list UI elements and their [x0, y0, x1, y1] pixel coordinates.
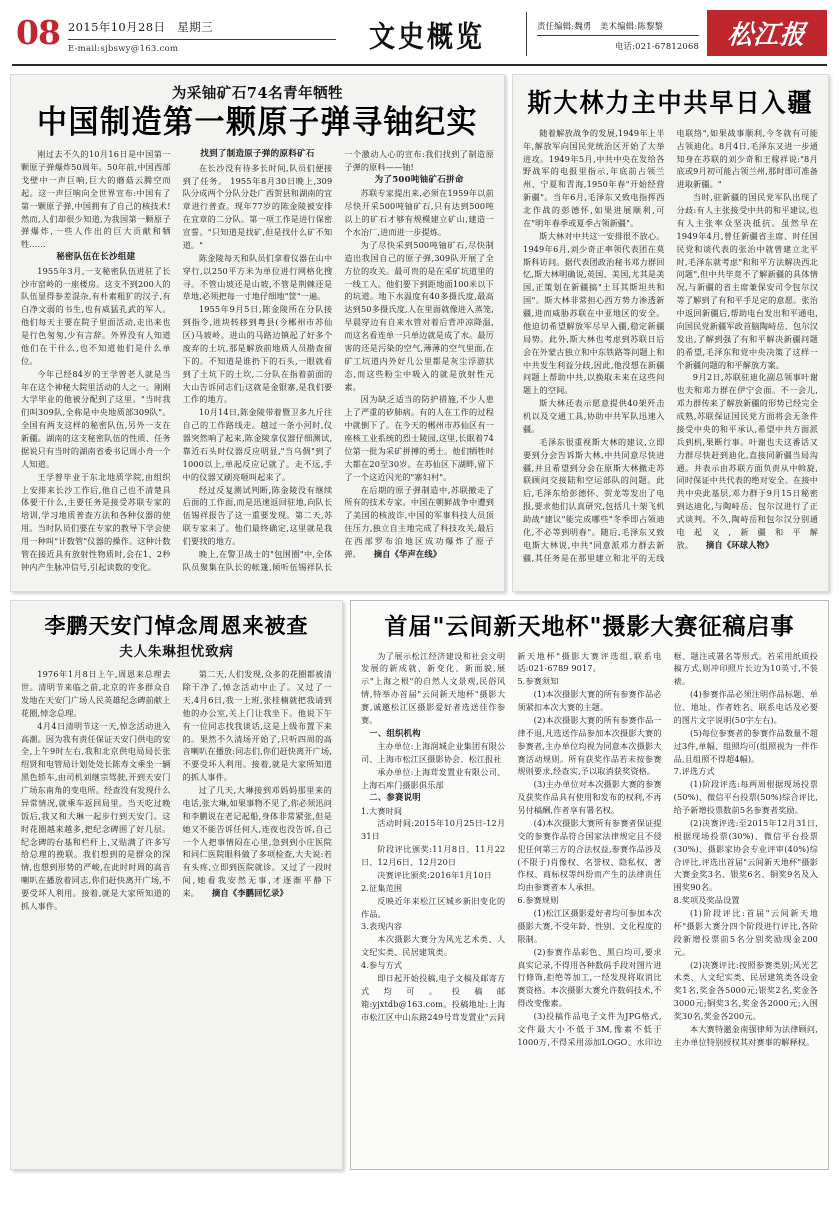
article-paragraph: 陈金陵每天和队员们拿着仪器在山中穿行,以250平方米为单位进行网格化搜寻。不管山坡还是山坡,不管是荆棘还是草地,必须把每一寸地仔细地"筐"一遍。 — [182, 252, 333, 302]
article-source-attribution: 摘自《李鹏回忆录》 — [194, 888, 288, 899]
article-paragraph: 6.参赛规则 — [517, 895, 559, 906]
article-paragraph: 1955年3月,一支秘密队伍进驻了长沙市窑岭的一座楼房。这支不到200人的队伍显得参差混杂,有朴素粗犷的汉子,有白净文弱的书生,也有威猛孔武的军人。他们每天主要在院子里面活动,走出来也是行色匆匆,少有言辞。外界没有人知道他们在干什么,也不知道他们是什么单位。 — [21, 265, 171, 366]
article-paragraph: (1)松江区摄影爱好者均可参加本次摄影大赛,不受年龄、性别、文化程度的限制。 — [517, 908, 662, 944]
article-paragraph: 刚过去不久的10月16日是中国第一颗原子弹爆炸50周年。50年前,中国西部戈壁中一声巨响,巨大的蘑菇云腾空而起。这一声巨响向全世界宣布:中国有了第一颗原子弹,中国拥有了自己的核技术! 然而,人们却很少知道,为我国第一颗原子弹爆炸,一些人作出的巨大贡献和牺牲…… — [21, 149, 171, 250]
article-lipeng-body — [21, 668, 332, 913]
article-subheading: 找到了制造原子弹的原料矿石 — [200, 149, 315, 160]
masthead-editor-block — [527, 8, 705, 60]
article-paragraph: 3.表现内容 — [361, 921, 403, 932]
article-paragraph: (2)参赛作品彩色、黑白均可,要求真实记录,不得用各种数码手段对图片进行修饰,拒绝等加工,一经发现将取消比赛资格。本次摄影大赛允许数码技术,不得改变像素。 — [517, 946, 662, 1009]
article-paragraph: 1976年1月8日上午,周恩来总理去世。清明节来临之前,北京的许多群众自发地在天安门广场人民英雄纪念碑前献上花圈,悼念总理。 — [21, 669, 171, 718]
article-paragraph: 第二天,人们发现,众多的花圈都被清除干净了,悼念活动中止了。又过了一天,4月6日,我一上班,张桂楠就把我请到他的办公室,关上门让我坐下。他说下午有一位同志找我谈话,这是上级布置下来的。果然不久清场开始了,只听四周的高音喇叭在播放:同志们,你们赶快离开广场,不要受坏人利用。接着,就是大家所知道的抓人事件。 — [182, 669, 332, 783]
article-paragraph: 1955年9月5日,陈金陵所在分队接到指令,进块转移到粤县(今郴州市苏仙区)马坡岭。进山的马路边镇起了好多个废弃的土坑,那是解放前地质人员勘查留下的。不知道是谁扔下的石头,一眼就看到了土坑下的土坎,二分队在指着前面的大山告诉同志们;这就是金银寨,是我们要工作的地方。 — [182, 304, 333, 405]
top-article-row — [10, 74, 829, 592]
article-paragraph: 晚上,在警卫战士的"包围圈"中,全体队员聚集在队长的帐篷,倾听伍锡祥队长一个激动人心的宣布:我们找到了制造原子弹的原料——铀! — [182, 149, 494, 572]
contact-phone: 电话:021-67812068 — [614, 41, 699, 51]
article-paragraph: (1)阶段评比:首届"云间新天地杯"摄影大赛分四个阶段进行评比,各阶段新增投票前5名分别奖励现金200元。 — [673, 908, 818, 957]
article-stalin-body — [523, 127, 818, 565]
article-paragraph: 苏联专家提出来,必须在1959年以前尽快开采500吨铀矿石,只有达到500吨以上的矿石才够有规模建立矿山,建造一个水冶厂,进而进一步提炼。 — [344, 188, 494, 238]
masthead-bottom-rule — [12, 64, 827, 66]
article-uranium — [10, 74, 505, 592]
article-paragraph: (2)本次摄影大赛的所有参赛作品一律不退,凡选送作品参加本次摄影大赛的参赛者,主办单位均视为同意本次摄影大赛活动规则。所有获奖作品若未按参赛规则要求,经查实,予以取消获奖资格。 — [517, 714, 662, 777]
article-paragraph: 本大赛特邀金南强律师为法律顾问,主办单位特别授权其对赛事的解释权。 — [673, 1023, 818, 1047]
article-paragraph: (4)本次摄影大赛所有参赛者保证提交的参赛作品符合国家法律规定且不侵犯任何第三方的合法权益,参赛作品涉及(不限于)肖像权、名誉权、隐私权、著作权、商标权等纠纷而产生的法律责任均由参赛者本人承担。 — [517, 817, 662, 893]
article-uranium-kicker: 为采铀矿石74名青年牺牲 — [171, 85, 344, 102]
section-title-area — [336, 8, 518, 60]
article-lipeng-subhead: 夫人朱琳担忧致病 — [119, 644, 234, 661]
article-paragraph: 当时,驻新疆的国民党军队出现了分歧:有人主张接受中共的和平建议,也有人主张率众坚决抵抗。虽然早在1949年4月,曾任新疆省主席、时任国民党和谈代表的张治中就曾建立北平时,毛泽东就考虑"和和平方法解决西北问题",但中共毕竟不了解新疆的具体情况,与新疆的省主席兼保安司令包尔汉等了解到了有和平手足定的意愿。张治中返回新疆后,帮助电台发出和平通电,向国民党新疆军政首脑陶峙岳、包尔汉发出,了解到强了有和平解决新疆问题的希望,毛泽东和党中央决策了这样一个新疆问题的和平解放方案。 — [676, 192, 818, 370]
article-paragraph: 5.参赛须知 — [517, 676, 559, 687]
article-paragraph: 9月2日,苏联驻迪化副总领事叶谢也夫和邓力群在伊宁会面。不一会儿,邓力群传来了解放新疆的形势已经完全成熟,苏联保证国民党方面将会无条件接受中央的和平承认,希望中共方面派兵到机,果断行事。叶谢也夫这番话又力群尽快赶到迪化,直接同新疆当局沟通。并表示由苏联方面负责从中斡旋,同时保证中共代表的绝对安全。在接中共中央此基层,邓力群于9月15日秘密到达迪化,与陶峙岳、包尔汉进行了正式谈判。不久,陶峙岳和包尔汉分别通电起义,新疆和平解放。 摘自《环球人物》 — [676, 372, 818, 550]
article-uranium-body — [21, 148, 494, 573]
article-paragraph: 为了尽快采到500吨铀矿石,尽快制造出我国自己的原子弹,309队开展了全方位的攻关。最可贵的是在采矿坑道里的一线工人。他们要下到距地面100米以下的坑道。地下水温度有40多摄氏度,最高达到50多摄氏度,人在里面就像进入蒸笼,早晨穿边有自来水管对着后背冲凉降温,而这名看连单一只单边就是成了水。最厉害的还是污染的空气,薄薄的空气里面,在矿工坑道内外好几公里都是灰尘浮游状态,而这些粉尘中吸入的就是放射性元素。 — [344, 239, 494, 392]
article-paragraph: 4.参与方式 — [361, 960, 403, 971]
article-photo-contest-body — [361, 650, 818, 1049]
article-paragraph: (1)阶段评选:每两周根据现场投票(50%)、微信平台投票(50%)综合评比,给予新增投票数前5名参赛者奖励。 — [673, 779, 818, 816]
article-paragraph: (3)投稿作品电子文件为JPG格式,文件最大小不低于3M,像素不低于1000万,不得采用添加LOGO、水印边框、题注或署名等形式。若采用纸质投稿方式,则冲印照片长边为10英寸,不装裱。 — [517, 650, 818, 1047]
article-source-attribution: 摘自《环球人物》 — [688, 539, 774, 550]
article-paragraph: 承办单位:上海茸发置业有限公司、上海石库门摄影俱乐部 — [361, 766, 506, 790]
article-paragraph: 即日起开始投稿,电子文稿及邮寄方式均可。投稿邮箱:yjxtdb@163.com。投稿地址:上海市松江区中山东路249号茸发置业"云间新天地杯"摄影大赛评选组,联系电话:021-6789 9017。 — [361, 650, 662, 1022]
article-paragraph: (4)参赛作品必须注明作品标题、单位、地址、作者姓名、联系电话及必要的图片文字说明(50字左右)。 — [673, 689, 818, 725]
article-paragraph: 8.奖项及奖品设置 — [673, 895, 740, 906]
article-section-heading: 二、参赛说明 — [369, 792, 421, 803]
article-paragraph: 2.征集范围 — [361, 882, 403, 893]
masthead-date-block — [68, 8, 336, 60]
article-paragraph: 斯大林还表示愿意提供40架歼击机以及交通工具,协助中共军队迅速入疆。 — [523, 398, 665, 434]
article-paragraph: 1.大赛时间 — [361, 805, 403, 816]
article-source-attribution: 摘自《华声在线》 — [356, 548, 442, 559]
article-subheading: 为了500吨铀矿石拼命 — [374, 174, 464, 185]
article-paragraph: 为了展示松江经济建设和社会文明发展的新成就、新变化、新面貌,展示"上海之根"的自然人文景观,民俗风情,特举办首届"云间新天地杯"摄影大赛,诚邀松江区摄影爱好者选送佳作参赛。 — [361, 650, 506, 725]
article-paragraph: (3)主办单位对本次摄影大赛的参赛及获奖作品具有使用和发布的权利,不再另付稿酬,作者享有署名权。 — [517, 779, 662, 816]
article-paragraph: 斯大林对中共这一安排很不放心。1949年6月,刘少奇正率领代表团在莫斯科访问。据代表团政治秘书邓力群回忆,斯大林明确说,英国、美国,尤其是美国,正策划在新疆搞"土耳其斯坦共和国"。斯大林非常担心西方势力渗透新疆,进而威胁苏联在中亚地区的安全。他迫切希望解放军尽早入疆,稳定新疆局势。此外,斯大林也考虑到苏联日后会在外蒙古独立和中东铁路等问题上和中共发生利益分歧,因此,他没想在新疆问题上帮助中共,以换取未来在这些问题上的空间。 — [523, 230, 665, 396]
article-paragraph: 过了几天,大琳接到邓妈妈那里来的电话,张大琳,如果事物不见了,你必须迅问和李鹏说在老记起船,身体非常紧张,但是她又不能告诉任何人,连夜也没告诉,自己一个人把事情闷在心里,急到到小庄医院和同仁医院眼科做了多项检查,大夫说:若有头疼,立即到医院就诊。又过了一段时间,她看我安然无事,才逐渐平静下来。 摘自《李鹏回忆录》 — [182, 785, 332, 899]
contact-email: E-mail:sjbswy@163.com — [67, 43, 179, 54]
article-stalin-headline: 斯大林力主中共早日入疆 — [527, 87, 814, 118]
article-paragraph: 决赛评比颁奖:2016年1月10日 — [377, 869, 492, 880]
editor-credits: 责任编辑:魏勇 美术编辑:陈黎黎 — [537, 20, 699, 36]
article-paragraph: 主办单位:上海润城企业集团有限公司、上海市松江区摄影协会、松江报社 — [361, 740, 506, 764]
article-paragraph: 反映近年来松江区城乡新旧变化的作品。 — [361, 895, 506, 919]
article-uranium-headline: 中国制造第一颗原子弹寻铀纪实 — [37, 103, 478, 141]
masthead — [10, 8, 829, 60]
article-subheading: 秘密队伍在长沙组建 — [56, 252, 136, 263]
article-stalin — [512, 74, 829, 592]
article-paragraph: 今年已经84岁的王学曾老人就是当年在这个神秘大院里活动的人之一。刚刚大学毕业的他被分配到了这里。"当时我们叫309队,全称是中央地质部309队"。全国有两支这样的秘密队伍,另外一支在新疆。湖南的这支秘密队伍的性质、任务据说只有当时的湖南省委书记周小舟一个人知道。 — [21, 368, 171, 469]
newspaper-logo — [707, 10, 827, 56]
article-paragraph: (5)每位参赛者的参赛作品数量不超过3件,单幅、组照均可(组照视为一件作品,且组照不得超4幅)。 — [673, 727, 818, 764]
newspaper-logo-text: 松江报 — [726, 19, 808, 50]
article-lipeng — [10, 600, 343, 1170]
article-paragraph: 在长沙没有待多长时间,队员们便接到了任务。 1955年8月30日晚上,309队分成两个分队分赴广西贺县和湖南的宜章进行普查。现年77岁的陈金陵被安排在宜章的二分队。第一项工作是进行保密宣誓。"只知道是找矿,但是找什么矿不知道。" — [182, 162, 333, 250]
article-section-heading: 一、组织机构 — [369, 727, 421, 738]
article-paragraph: 因为缺乏适当的防护措施,不少人患上了严重的矽肺病。有的人在工作的过程中就倒下了。在今天的郴州市苏仙区有一座核工业系统的烈士陵园,这里,长眠着74位第一批为采矿拼搏的勇士。他们牺牲时大都在20至30岁。在苏仙区下湖畔,留下了一个这近闪光的"寨妇村"。 — [344, 394, 494, 482]
page-number: 08 — [16, 13, 60, 52]
article-paragraph: 毛泽东很重视斯大林的建议,立即要到分会告诉斯大林,中共同意尽快进疆,并且希望到分会在原斯大林撤走苏联顾问交接陆和空运部队的问题。此后,毛泽东给彭德怀、贺龙等发出了电报,要求他们认真研究,包括几十架飞机助战"建议"能完成哪些"冬季即占领迪化,不必等到明春"。随后,毛泽东又致电斯大林说,中共"同意派邓力群去新疆,其任务是在那里建立和北平的无线电联络",如果战事顺利,今冬就有可能占领迪化。8月4日,毛泽东又进一步通知身在苏联的刘少奇和王稼祥说:"8月底或9月初可能占领兰州,那时即可准备进取新疆。" — [523, 127, 818, 563]
article-lipeng-headline: 李鹏天安门悼念周恩来被查 — [44, 613, 309, 638]
article-paragraph: 王学曾毕业于东北地质学院,由组织上安排来长沙工作后,他自己也不清楚具体要干什么,主要任务是接受苏联专家的培训,学习地质普查方法和各种仪器的使用。当时队员们要在专家的教导下学会使用一种叫"计数管"仪器的操作。这种计数管在接近具有放射性物质时,会在1、2秒钟内产生脉冲信号,引起读数的变化。 — [21, 471, 171, 572]
article-paragraph: 在后期的原子弹制造中,苏联撤走了所有的技术专家。中国在朝鲜战争中遭到了美国的核波诈,中国的军事科技人员顶住压力,独立自主地完成了科技攻关,最后在西部罗布泊地区成功爆炸了原子弹。 摘自《华声在线》 — [344, 484, 494, 559]
section-title: 文史概览 — [368, 20, 485, 54]
article-paragraph: (1)本次摄影大赛的所有参赛作品必须紧扣本次大赛的主题。 — [517, 689, 662, 713]
article-paragraph: 7.评选方式 — [673, 766, 715, 777]
publication-date: 2015年10月28日 星期三 — [67, 19, 213, 34]
article-photo-contest — [350, 600, 829, 1170]
article-paragraph: 10月14日,陈金陵带着暨卫多九斤往自己的工作路线走。越过一条小河时,仪器突然响了起来,陈金陵拿仪器仔细测试,靠近石头时仪器反应明显,"当乌倜"到了1000以上,单起反应记就了。走不远,手中的仪器又刷亮咂叫起来了。 — [182, 407, 333, 482]
article-paragraph: (2)决赛评选:至2015年12月31日,根据现场投票(30%)、微信平台投票(30%)、摄影家协会专业评审(40%)综合评比,评选出首届"云间新天地杯"摄影大赛金奖3名、银奖6名、铜奖9名及入围奖90名。 — [673, 817, 818, 893]
article-photo-contest-headline: 首届"云间新天地杯"摄影大赛征稿启事 — [384, 613, 795, 640]
bottom-article-row — [10, 600, 829, 1170]
article-paragraph: 阶段评比颁奖:11月8日、11月22日、12月6日、12月20日 — [361, 844, 506, 868]
article-paragraph: 随着解放战争的发展,1949年上半年,解放军向国民党统治区开始了大举进攻。1949年5月,中共中央在发给各野战军的电报里指示,年底前占领兰州、宁夏和青海,1950年春"开始经营新疆"。当年6月,毛泽东又致电指挥西北作战的彭德怀,如果进展顺利,可在"明年春季或夏季占领新疆"。 — [523, 127, 665, 228]
article-paragraph: (2)决赛评比:按照参赛类别;风光艺术类、人文纪实类、民居建筑类各设金奖1名,奖金各5000元;银奖2名,奖金各3000元;铜奖3名,奖金各2000元;入围奖30名,奖金各200元。 — [673, 959, 818, 1022]
article-paragraph: 经过反复测试判断,陈金陵没有继续后面的工作面,而是迅速返回驻地,向队长伍锡祥报告了这一重要发现。第二天,苏联专家来了。他们最终确定,这里就是我们要找的地方。 — [182, 484, 333, 547]
article-paragraph: 活动时间:2015年10月25日-12月31日 — [361, 818, 506, 842]
article-paragraph: 本次摄影大赛分为风光艺术类、人文纪实类、民居建筑类。 — [361, 934, 506, 958]
article-paragraph: 4月4日清明节这一天,悼念活动进入高潮。因为我有责任保证天安门供电的安全,上午9时左右,我和北京供电局局长张绍贤和电管局计划处处长陈寿文乘坐一辆黑色轿车,由司机刘继宗驾驶,开到天安门广场东南角的变电所。经查没有发现什么异常情况,就乘车返回局里。当天吃过晚饭后,我又和大琳一起步行到天安门。这时花圈越来越多,把纪念碑围了好几层。纪念碑的台基和栏杆上,又贴满了许多写给总理的挽联。我们想到的是群众的深情,也想到形势的严峻,在此时时周的高音喇叭在播放着同志,你们赶快离开广场,不要受坏人利用。接着,就是大家所知道的抓人事件。 — [21, 720, 171, 911]
